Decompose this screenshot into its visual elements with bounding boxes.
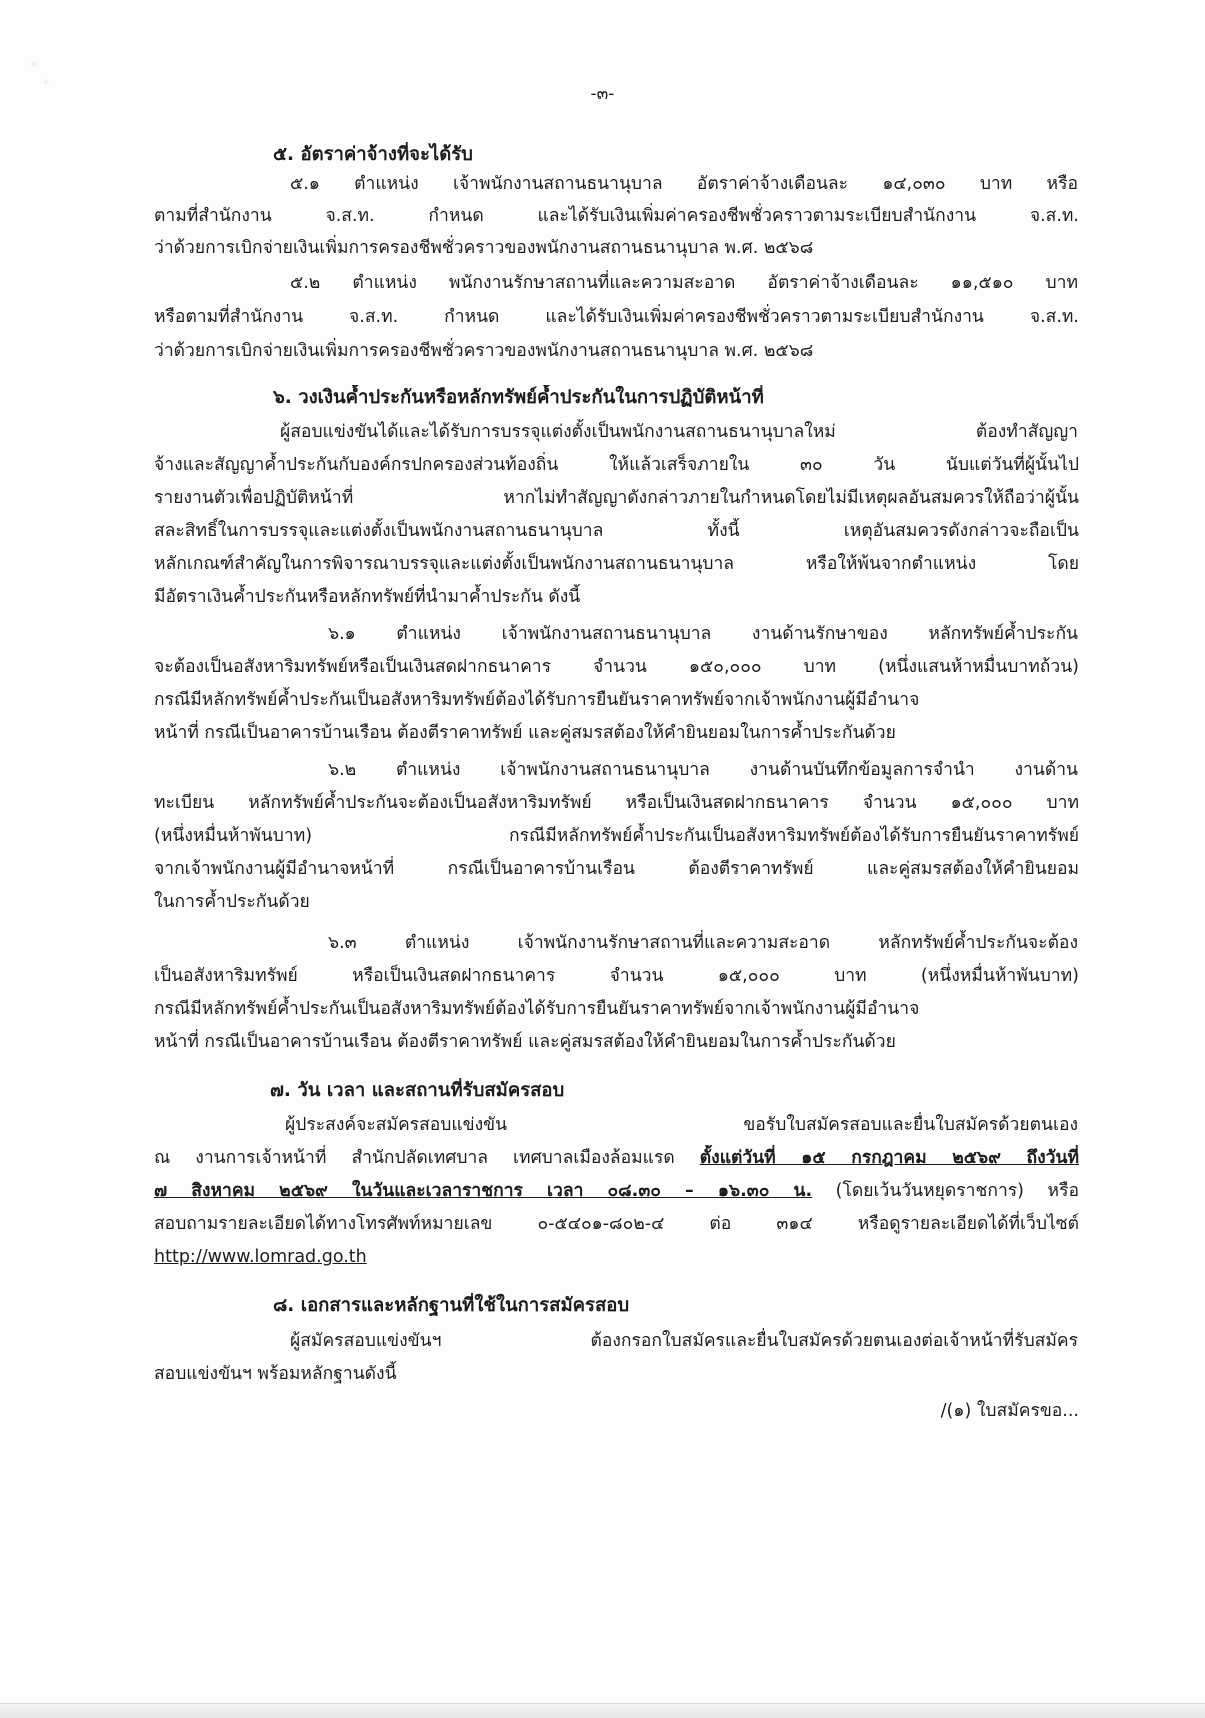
- section-6-para-line-2: จ้างและสัญญาค้ำประกันกับองค์กรปกครองส่วนท้องถิ่น ให้แล้วเสร็จภายใน ๓๐ วัน นับแต่วันที่ผู้นั้นไป: [154, 455, 1079, 475]
- section-5-2-line-3: ว่าด้วยการเบิกจ่ายเงินเพิ่มการครองชีพชั่วคราวของพนักงานสถานธนานุบาล พ.ศ. ๒๕๖๘: [154, 341, 814, 361]
- section-7-line-2: [154, 1145, 1079, 1171]
- application-period-start: ตั้งแต่วันที่ ๑๕ กรกฎาคม ๒๕๖๙ ถึงวันที่: [699, 1148, 1079, 1168]
- section-6-1-line-2: จะต้องเป็นอสังหาริมทรัพย์หรือเป็นเงินสดฝากธนาคาร จำนวน ๑๕๐,๐๐๐ บาท (หนึ่งแสนห้าหมื่นบาทถ้วน): [154, 657, 1079, 677]
- section-6-2-line-5: ในการค้ำประกันด้วย: [154, 892, 310, 912]
- section-8-heading: ๘. เอกสารและหลักฐานที่ใช้ในการสมัครสอบ: [273, 1295, 630, 1316]
- section-8-line-1: ผู้สมัครสอบแข่งขันฯ ต้องกรอกใบสมัครและยื่นใบสมัครด้วยตนเองต่อเจ้าหน้าที่รับสมัคร: [290, 1331, 1078, 1351]
- section-7-line-3-text: (โดยเว้นวันหยุดราชการ) หรือ: [812, 1181, 1079, 1201]
- section-6-2-line-2: ทะเบียน หลักทรัพย์ค้ำประกันจะต้องเป็นอสังหาริมทรัพย์ หรือเป็นเงินสดฝากธนาคาร จำนวน ๑๕,๐๐๐ บาท: [154, 793, 1079, 813]
- section-8-line-2: สอบแข่งขันฯ พร้อมหลักฐานดังนี้: [154, 1364, 397, 1384]
- website-link[interactable]: http://www.lomrad.go.th: [154, 1247, 367, 1267]
- section-7-line-4: สอบถามรายละเอียดได้ทางโทรศัพท์หมายเลข ๐-๕๔๐๑-๘๐๒-๔ ต่อ ๓๑๔ หรือดูรายละเอียดได้ที่เว็บไซต์: [154, 1214, 1079, 1234]
- section-5-heading: ๕. อัตราค่าจ้างที่จะได้รับ: [273, 144, 473, 165]
- section-5-2-line-1: ๕.๒ ตำแหน่ง พนักงานรักษาสถานที่และความสะอาด อัตราค่าจ้างเดือนละ ๑๑,๕๑๐ บาท: [290, 273, 1078, 293]
- section-6-para-line-3: รายงานตัวเพื่อปฏิบัติหน้าที่ หากไม่ทำสัญญาดังกล่าวภายในกำหนดโดยไม่มีเหตุผลอันสมควรให้ถือว่าผู้นั้น: [154, 488, 1079, 508]
- section-6-para-line-6: มีอัตราเงินค้ำประกันหรือหลักทรัพย์ที่นำมาค้ำประกัน ดังนี้: [154, 587, 581, 607]
- section-6-2-line-3: (หนึ่งหมื่นห้าพันบาท) กรณีมีหลักทรัพย์ค้ำประกันเป็นอสังหาริมทรัพย์ต้องได้รับการยืนยันราคาทรัพย์: [154, 826, 1079, 846]
- continuation-note: /(๑) ใบสมัครขอ...: [940, 1401, 1079, 1421]
- section-6-1-line-4: หน้าที่ กรณีเป็นอาคารบ้านเรือน ต้องตีราคาทรัพย์ และคู่สมรสต้องให้คำยินยอมในการค้ำประกันด้วย: [154, 723, 896, 743]
- section-6-3-line-2: เป็นอสังหาริมทรัพย์ หรือเป็นเงินสดฝากธนาคาร จำนวน ๑๕,๐๐๐ บาท (หนึ่งหมื่นห้าพันบาท): [154, 966, 1079, 986]
- scan-bottom-edge: [0, 1703, 1205, 1718]
- section-6-para-line-5: หลักเกณฑ์สำคัญในการพิจารณาบรรจุและแต่งตั้งเป็นพนักงานสถานธนานุบาล หรือให้พ้นจากตำแหน่ง โดย: [154, 554, 1079, 574]
- section-5-1-line-1: ๕.๑ ตำแหน่ง เจ้าพนักงานสถานธนานุบาล อัตราค่าจ้างเดือนละ ๑๔,๐๓๐ บาท หรือ: [290, 174, 1078, 194]
- section-7-line-2-text: ณ งานการเจ้าหน้าที่ สำนักปลัดเทศบาล เทศบาลเมืองล้อมแรด: [154, 1148, 700, 1168]
- section-6-2-line-1: ๖.๒ ตำแหน่ง เจ้าพนักงานสถานธนานุบาล งานด้านบันทึกข้อมูลการจำนำ งานด้าน: [328, 760, 1078, 780]
- section-7-line-1: ผู้ประสงค์จะสมัครสอบแข่งขัน ขอรับใบสมัครสอบและยื่นใบสมัครด้วยตนเอง: [285, 1115, 1078, 1135]
- section-6-para-line-1: ผู้สอบแข่งขันได้และได้รับการบรรจุแต่งตั้งเป็นพนักงานสถานธนานุบาลใหม่ ต้องทำสัญญา: [280, 422, 1078, 442]
- section-6-2-line-4: จากเจ้าพนักงานผู้มีอำนาจหน้าที่ กรณีเป็นอาคารบ้านเรือน ต้องตีราคาทรัพย์ และคู่สมรสต้องให้คำยินยอม: [154, 859, 1079, 879]
- section-6-1-line-1: ๖.๑ ตำแหน่ง เจ้าพนักงานสถานธนานุบาล งานด้านรักษาของ หลักทรัพย์ค้ำประกัน: [328, 624, 1078, 644]
- section-6-3-line-1: ๖.๓ ตำแหน่ง เจ้าพนักงานรักษาสถานที่และความสะอาด หลักทรัพย์ค้ำประกันจะต้อง: [328, 933, 1078, 953]
- section-6-3-line-3: กรณีมีหลักทรัพย์ค้ำประกันเป็นอสังหาริมทรัพย์ต้องได้รับการยืนยันราคาทรัพย์จากเจ้าพนักงานผู้มีอำนาจ: [154, 999, 920, 1019]
- section-7-line-3: [154, 1178, 1079, 1204]
- section-5-1-line-2: ตามที่สำนักงาน จ.ส.ท. กำหนด และได้รับเงินเพิ่มค่าครองชีพชั่วคราวตามระเบียบสำนักงาน จ.ส.ท.: [154, 206, 1079, 226]
- section-7-line-5: [154, 1244, 1079, 1270]
- section-6-3-line-4: หน้าที่ กรณีเป็นอาคารบ้านเรือน ต้องตีราคาทรัพย์ และคู่สมรสต้องให้คำยินยอมในการค้ำประกันด้วย: [154, 1032, 896, 1052]
- section-5-2-line-2: หรือตามที่สำนักงาน จ.ส.ท. กำหนด และได้รับเงินเพิ่มค่าครองชีพชั่วคราวตามระเบียบสำนักงาน จ.ส.ท.: [154, 307, 1079, 327]
- section-7-heading: ๗. วัน เวลา และสถานที่รับสมัครสอบ: [270, 1080, 565, 1101]
- application-period-end: ๗ สิงหาคม ๒๕๖๙ ในวันและเวลาราชการ เวลา ๐๘.๓๐ – ๑๖.๓๐ น.: [154, 1181, 813, 1201]
- section-6-1-line-3: กรณีมีหลักทรัพย์ค้ำประกันเป็นอสังหาริมทรัพย์ต้องได้รับการยืนยันราคาทรัพย์จากเจ้าพนักงานผู้มีอำนาจ: [154, 690, 920, 710]
- section-5-1-line-3: ว่าด้วยการเบิกจ่ายเงินเพิ่มการครองชีพชั่วคราวของพนักงานสถานธนานุบาล พ.ศ. ๒๕๖๘: [154, 238, 814, 258]
- section-6-para-line-4: สละสิทธิ์ในการบรรจุและแต่งตั้งเป็นพนักงานสถานธนานุบาล ทั้งนี้ เหตุอันสมควรดังกล่าวจะถือเป็น: [154, 521, 1079, 541]
- section-6-heading: ๖. วงเงินค้ำประกันหรือหลักทรัพย์ค้ำประกันในการปฏิบัติหน้าที่: [273, 387, 764, 408]
- page-number: -๓-: [590, 84, 615, 104]
